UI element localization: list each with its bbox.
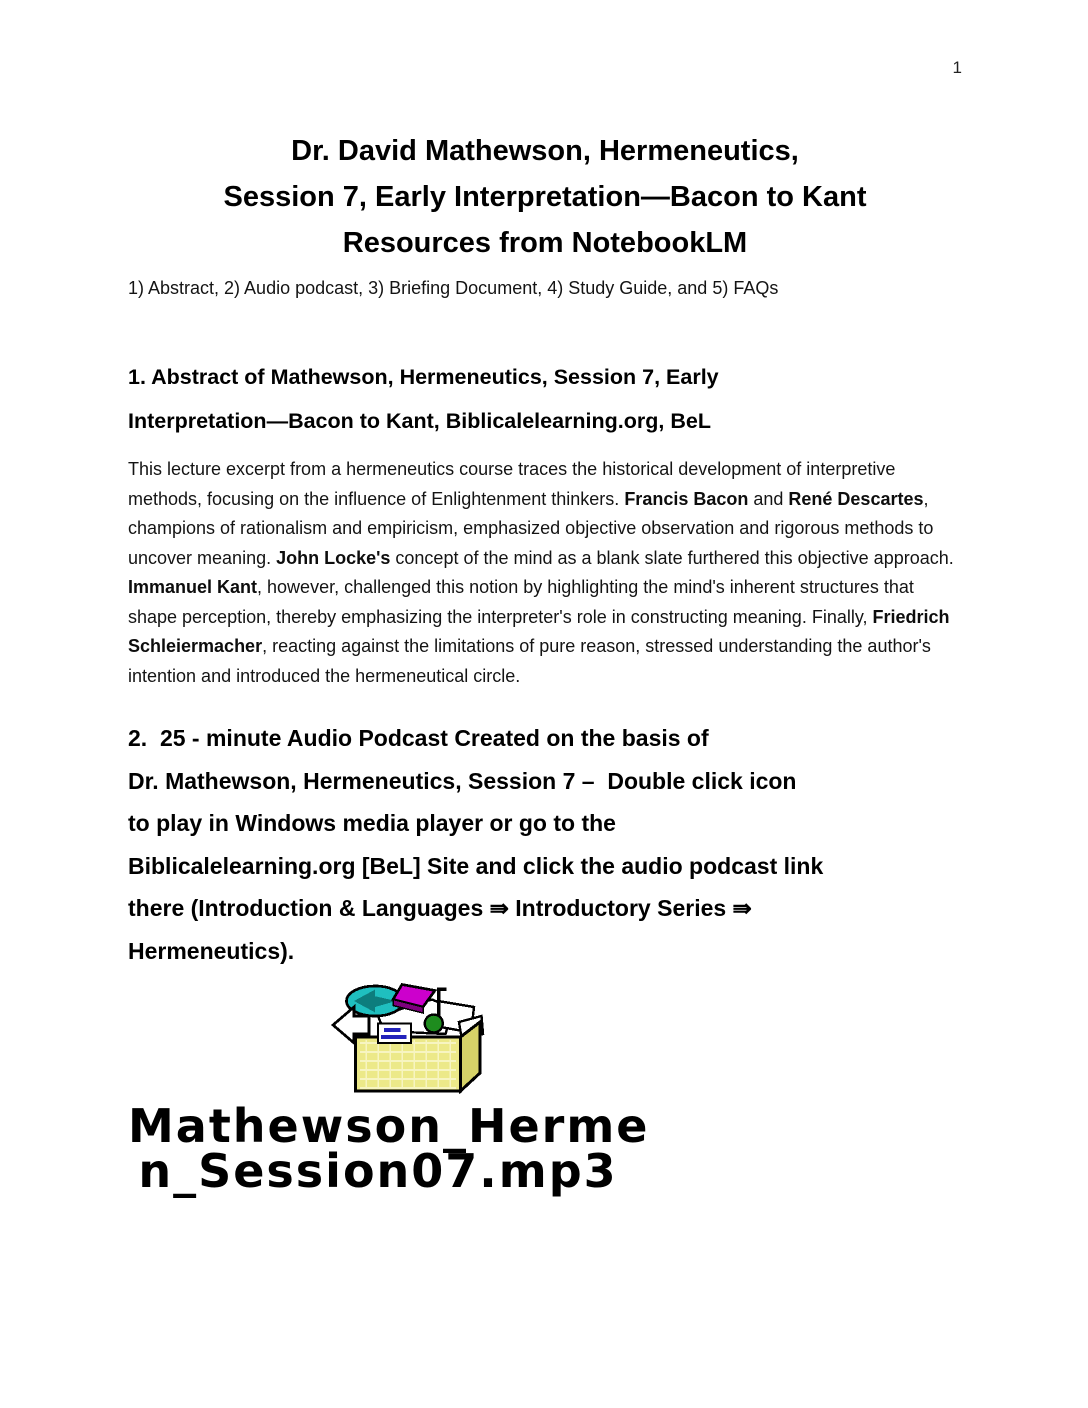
text-run: , champions of rationalism and empiricism, emphasized objective observation and rigorous methods to uncover meaning. — [128, 488, 934, 568]
document-title-line: Session 7, Early Interpretation—Bacon to Kant — [223, 181, 867, 213]
embedded-audio-object[interactable] — [128, 980, 962, 1198]
document-title-line: Resources from NotebookLM — [342, 227, 748, 259]
bold-text-run: Friedrich Schleiermacher — [128, 606, 950, 656]
page-number: 1 — [952, 58, 962, 77]
audio-filename-line: n_Session07.mp3 — [138, 1144, 618, 1198]
bold-text-run: Francis Bacon — [624, 488, 749, 509]
section-2-heading-line: to play in Windows media player or go to the — [128, 810, 616, 836]
media-package-icon[interactable] — [330, 980, 492, 1100]
text-run: , however, challenged this notion by highlighting the mind's inherent structures that shape perception, thereby emphasizing the interpreter's role in constructing meaning. Finally, — [128, 577, 914, 627]
section-2-heading-line: Dr. Mathewson, Hermeneutics, Session 7 – Double click icon — [128, 767, 797, 794]
abstract-paragraph — [128, 455, 964, 691]
box-front — [356, 1037, 461, 1091]
section-2-heading-line: 2. 25 - minute Audio Podcast Created on the basis of — [128, 725, 709, 751]
resources-list-text: 1) Abstract, 2) Audio podcast, 3) Briefing Document, 4) Study Guide, and 5) FAQs — [128, 278, 779, 298]
audio-filename-line: Mathewson_Herme — [128, 1099, 650, 1153]
section-1-heading-line: Interpretation—Bacon to Kant, Biblicalelearning.org, BeL — [128, 409, 711, 433]
section-1-heading — [128, 355, 962, 443]
card-line — [384, 1028, 401, 1032]
text-run: , reacting against the limitations of pure reason, stressed understanding the author's intention and introduced the hermeneutical circle. — [128, 636, 931, 686]
music-note-flag — [437, 988, 447, 992]
card-line — [381, 1035, 407, 1039]
section-2-heading — [128, 717, 962, 972]
text-run: concept of the mind as a blank slate furthered this objective approach. — [390, 547, 954, 568]
section-2-heading-line: there (Introduction & Languages ⇛ Introductory Series ⇛ — [128, 895, 752, 921]
document-title — [128, 128, 962, 266]
section-2-heading-line: Biblicalelearning.org [BeL] Site and click the audio podcast link — [128, 852, 824, 879]
bold-text-run: John Locke's — [276, 547, 391, 568]
section-1-heading-line: 1. Abstract of Mathewson, Hermeneutics, Session 7, Early — [128, 365, 719, 389]
music-note-head — [425, 1015, 443, 1033]
bold-text-run: René Descartes — [788, 488, 924, 509]
bold-text-run: Immanuel Kant — [128, 577, 258, 597]
text-run: and — [748, 488, 789, 509]
section-2-heading-line: Hermeneutics). — [128, 937, 295, 964]
audio-filename — [128, 1099, 650, 1198]
document-title-line: Dr. David Mathewson, Hermeneutics, — [291, 135, 799, 167]
text-run: This lecture excerpt from a hermeneutics course traces the historical development of interpretive methods, focusing on the influence of Enlightenment thinkers. — [128, 459, 896, 509]
card — [378, 1024, 411, 1044]
